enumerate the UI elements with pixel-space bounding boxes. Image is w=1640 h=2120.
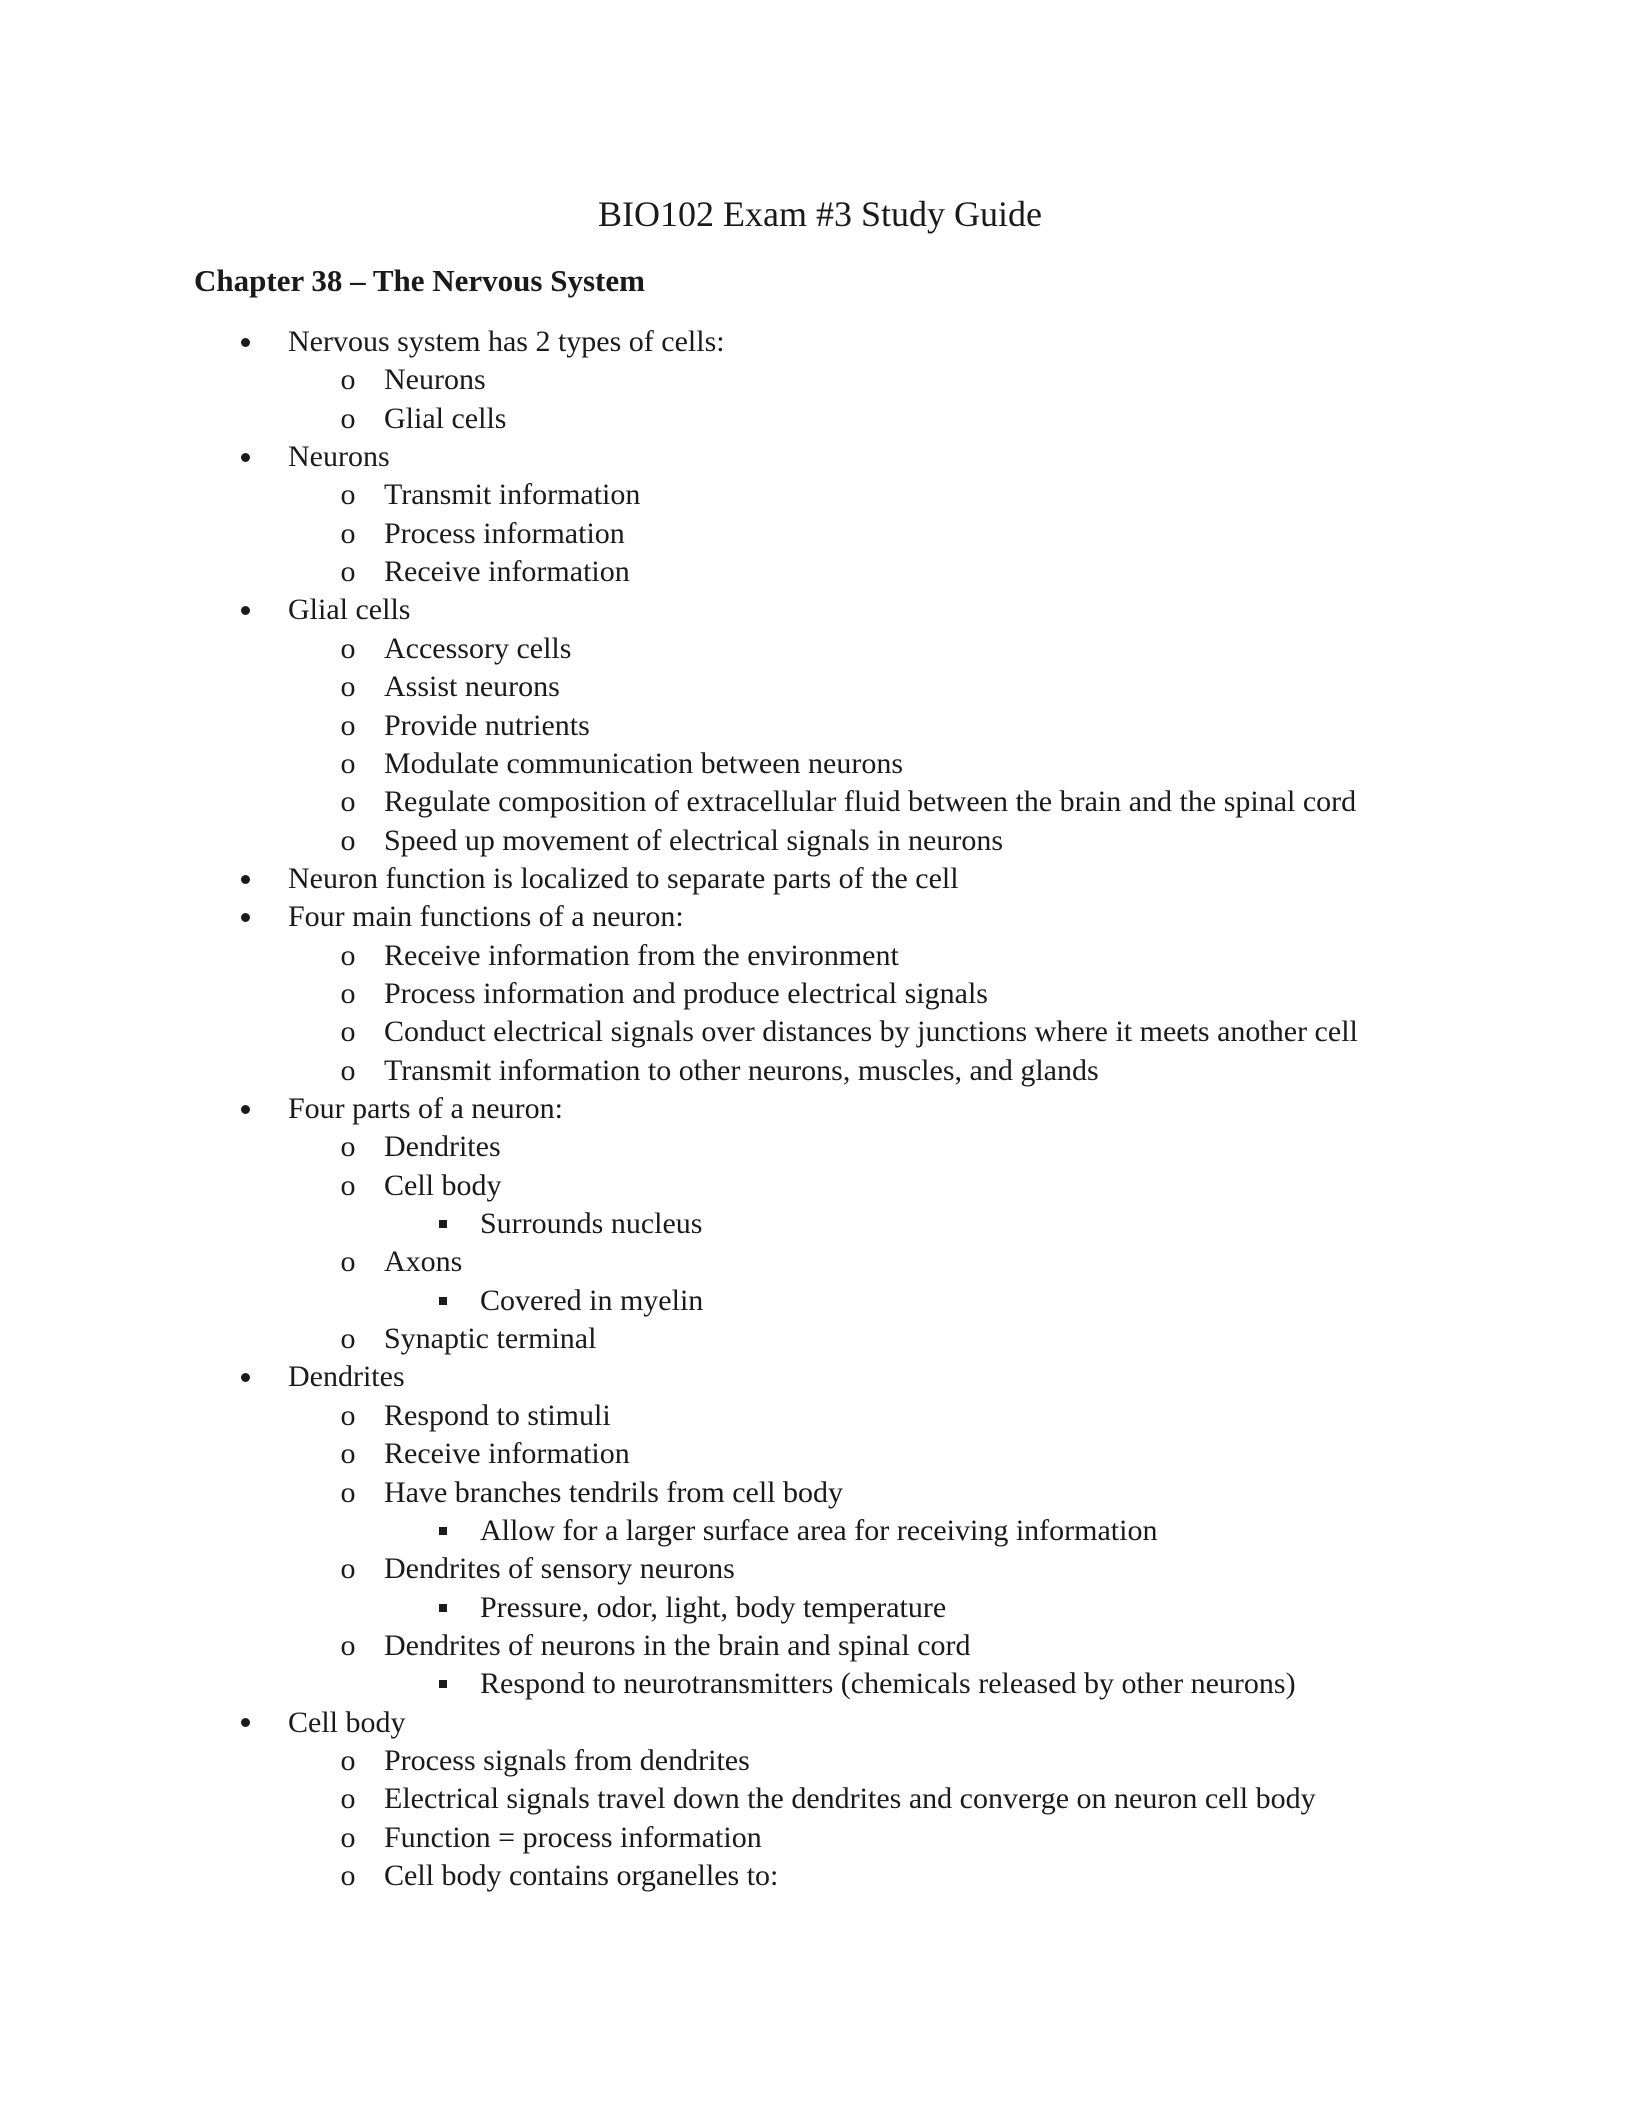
bullet-circle-o-icon: o xyxy=(340,746,356,780)
item-text: Conduct electrical signals over distances by junctions where it meets another cell xyxy=(384,1015,1358,1049)
bullet-circle-o-icon: o xyxy=(340,1398,356,1432)
item-text: Cell body contains organelles to: xyxy=(384,1859,779,1892)
sub-item xyxy=(0,974,1640,1014)
item-text: Receive information xyxy=(384,1437,630,1471)
bullet-circle-o-icon: o xyxy=(340,1053,356,1087)
sub-item xyxy=(0,1779,1640,1819)
item-text: Cell body xyxy=(288,1705,406,1739)
sub-item xyxy=(0,744,1640,784)
item-text: Receive information xyxy=(384,555,630,589)
item-text: Process information xyxy=(384,516,625,550)
sub-item xyxy=(0,1242,1640,1282)
sub-sub-item xyxy=(0,1281,1640,1321)
sub-item xyxy=(0,552,1640,592)
sub-item xyxy=(0,1856,1640,1896)
sub-item xyxy=(0,936,1640,976)
sub-item xyxy=(0,1626,1640,1666)
item-text: Surrounds nucleus xyxy=(480,1207,703,1241)
item-text: Provide nutrients xyxy=(384,708,590,742)
sub-item xyxy=(0,1818,1640,1858)
item-text: Process information and produce electrical signals xyxy=(384,976,988,1010)
bullet-circle-o-icon: o xyxy=(340,1130,356,1164)
bullet-circle-o-icon: o xyxy=(340,1782,356,1816)
sub-item xyxy=(0,1396,1640,1436)
bullet-item xyxy=(0,590,1640,630)
bullet-item xyxy=(0,1089,1640,1129)
bullet-item xyxy=(0,1703,1640,1743)
bullet-dot-icon xyxy=(230,437,260,477)
sub-item xyxy=(0,1473,1640,1513)
sub-item xyxy=(0,1434,1640,1474)
bullet-circle-o-icon: o xyxy=(340,1475,356,1509)
bullet-circle-o-icon: o xyxy=(340,670,356,704)
bullet-dot-icon xyxy=(230,897,260,937)
item-text: Dendrites xyxy=(384,1130,501,1164)
sub-item xyxy=(0,782,1640,822)
item-text: Dendrites xyxy=(288,1360,405,1394)
bullet-circle-o-icon: o xyxy=(340,478,356,512)
sub-item xyxy=(0,514,1640,554)
item-text: Axons xyxy=(384,1245,463,1279)
bullet-item xyxy=(0,1357,1640,1397)
sub-sub-item xyxy=(0,1588,1640,1628)
sub-item xyxy=(0,1127,1640,1167)
bullet-circle-o-icon: o xyxy=(340,1820,356,1854)
item-text: Covered in myelin xyxy=(480,1283,704,1317)
bullet-circle-o-icon: o xyxy=(340,631,356,665)
bullet-circle-o-icon: o xyxy=(340,823,356,857)
bullet-circle-o-icon: o xyxy=(340,708,356,742)
bullet-square-icon xyxy=(428,1204,458,1244)
bullet-circle-o-icon: o xyxy=(340,1628,356,1662)
item-text: Glial cells xyxy=(288,593,411,627)
item-text: Four parts of a neuron: xyxy=(288,1092,563,1125)
bullet-dot-icon xyxy=(230,1703,260,1743)
sub-item xyxy=(0,821,1640,861)
sub-item xyxy=(0,1741,1640,1781)
bullet-circle-o-icon: o xyxy=(340,363,356,397)
bullet-circle-o-icon: o xyxy=(340,1322,356,1356)
item-text: Regulate composition of extracellular fluid between the brain and the spinal cord xyxy=(384,785,1357,819)
chapter-heading: Chapter 38 – The Nervous System xyxy=(194,263,645,298)
sub-item xyxy=(0,706,1640,746)
item-text: Respond to neurotransmitters (chemicals released by other neurons) xyxy=(480,1667,1296,1701)
item-text: Dendrites of neurons in the brain and spinal cord xyxy=(384,1628,971,1662)
sub-sub-item xyxy=(0,1204,1640,1244)
bullet-circle-o-icon: o xyxy=(340,1168,356,1202)
sub-item xyxy=(0,399,1640,439)
item-text: Speed up movement of electrical signals in neurons xyxy=(384,823,1003,857)
bullet-circle-o-icon: o xyxy=(340,401,356,435)
bullet-circle-o-icon: o xyxy=(340,938,356,972)
bullet-circle-o-icon: o xyxy=(340,976,356,1010)
item-text: Cell body xyxy=(384,1168,502,1202)
sub-item xyxy=(0,475,1640,515)
sub-item xyxy=(0,667,1640,707)
bullet-circle-o-icon: o xyxy=(340,555,356,589)
item-text: Modulate communication between neurons xyxy=(384,746,904,780)
sub-item xyxy=(0,1012,1640,1052)
sub-sub-item xyxy=(0,1664,1640,1704)
bullet-circle-o-icon: o xyxy=(340,1245,356,1279)
item-text: Assist neurons xyxy=(384,670,560,704)
item-text: Have branches tendrils from cell body xyxy=(384,1475,844,1509)
bullet-dot-icon xyxy=(230,859,260,899)
sub-item xyxy=(0,1319,1640,1359)
bullet-dot-icon xyxy=(230,322,260,362)
bullet-dot-icon xyxy=(230,1357,260,1397)
item-text: Synaptic terminal xyxy=(384,1322,597,1356)
sub-item xyxy=(0,629,1640,669)
bullet-square-icon xyxy=(428,1588,458,1628)
item-text: Function = process information xyxy=(384,1820,762,1854)
bullet-square-icon xyxy=(428,1281,458,1321)
item-text: Neuron function is localized to separate parts of the cell xyxy=(288,861,959,895)
bullet-item xyxy=(0,437,1640,477)
bullet-dot-icon xyxy=(230,1089,260,1129)
bullet-square-icon xyxy=(428,1511,458,1551)
item-text: Accessory cells xyxy=(384,631,572,665)
item-text: Process signals from dendrites xyxy=(384,1743,750,1777)
bullet-square-icon xyxy=(428,1664,458,1704)
sub-item xyxy=(0,1051,1640,1091)
item-text: Allow for a larger surface area for receiving information xyxy=(480,1513,1158,1547)
bullet-item xyxy=(0,859,1640,899)
item-text: Respond to stimuli xyxy=(384,1398,611,1432)
item-text: Receive information from the environment xyxy=(384,938,899,972)
bullet-dot-icon xyxy=(230,590,260,630)
bullet-circle-o-icon: o xyxy=(340,516,356,550)
item-text: Glial cells xyxy=(384,401,507,435)
item-text: Transmit information to other neurons, muscles, and glands xyxy=(384,1053,1099,1087)
bullet-circle-o-icon: o xyxy=(340,1859,356,1892)
bullet-circle-o-icon: o xyxy=(340,1437,356,1471)
sub-item xyxy=(0,1549,1640,1589)
item-text: Electrical signals travel down the dendrites and converge on neuron cell body xyxy=(384,1782,1316,1816)
item-text: Neurons xyxy=(288,440,390,474)
bullet-circle-o-icon: o xyxy=(340,1552,356,1586)
bullet-circle-o-icon: o xyxy=(340,1743,356,1777)
bullet-circle-o-icon: o xyxy=(340,785,356,819)
item-text: Pressure, odor, light, body temperature xyxy=(480,1590,947,1624)
bullet-item xyxy=(0,322,1640,362)
item-text: Nervous system has 2 types of cells: xyxy=(288,325,725,358)
item-text: Transmit information xyxy=(384,478,641,512)
sub-item xyxy=(0,1166,1640,1206)
item-text: Neurons xyxy=(384,363,486,397)
bullet-item xyxy=(0,897,1640,937)
sub-sub-item xyxy=(0,1511,1640,1551)
sub-item xyxy=(0,360,1640,400)
document-title: BIO102 Exam #3 Study Guide xyxy=(598,194,1042,234)
item-text: Dendrites of sensory neurons xyxy=(384,1552,735,1586)
item-text: Four main functions of a neuron: xyxy=(288,900,684,934)
bullet-circle-o-icon: o xyxy=(340,1015,356,1049)
